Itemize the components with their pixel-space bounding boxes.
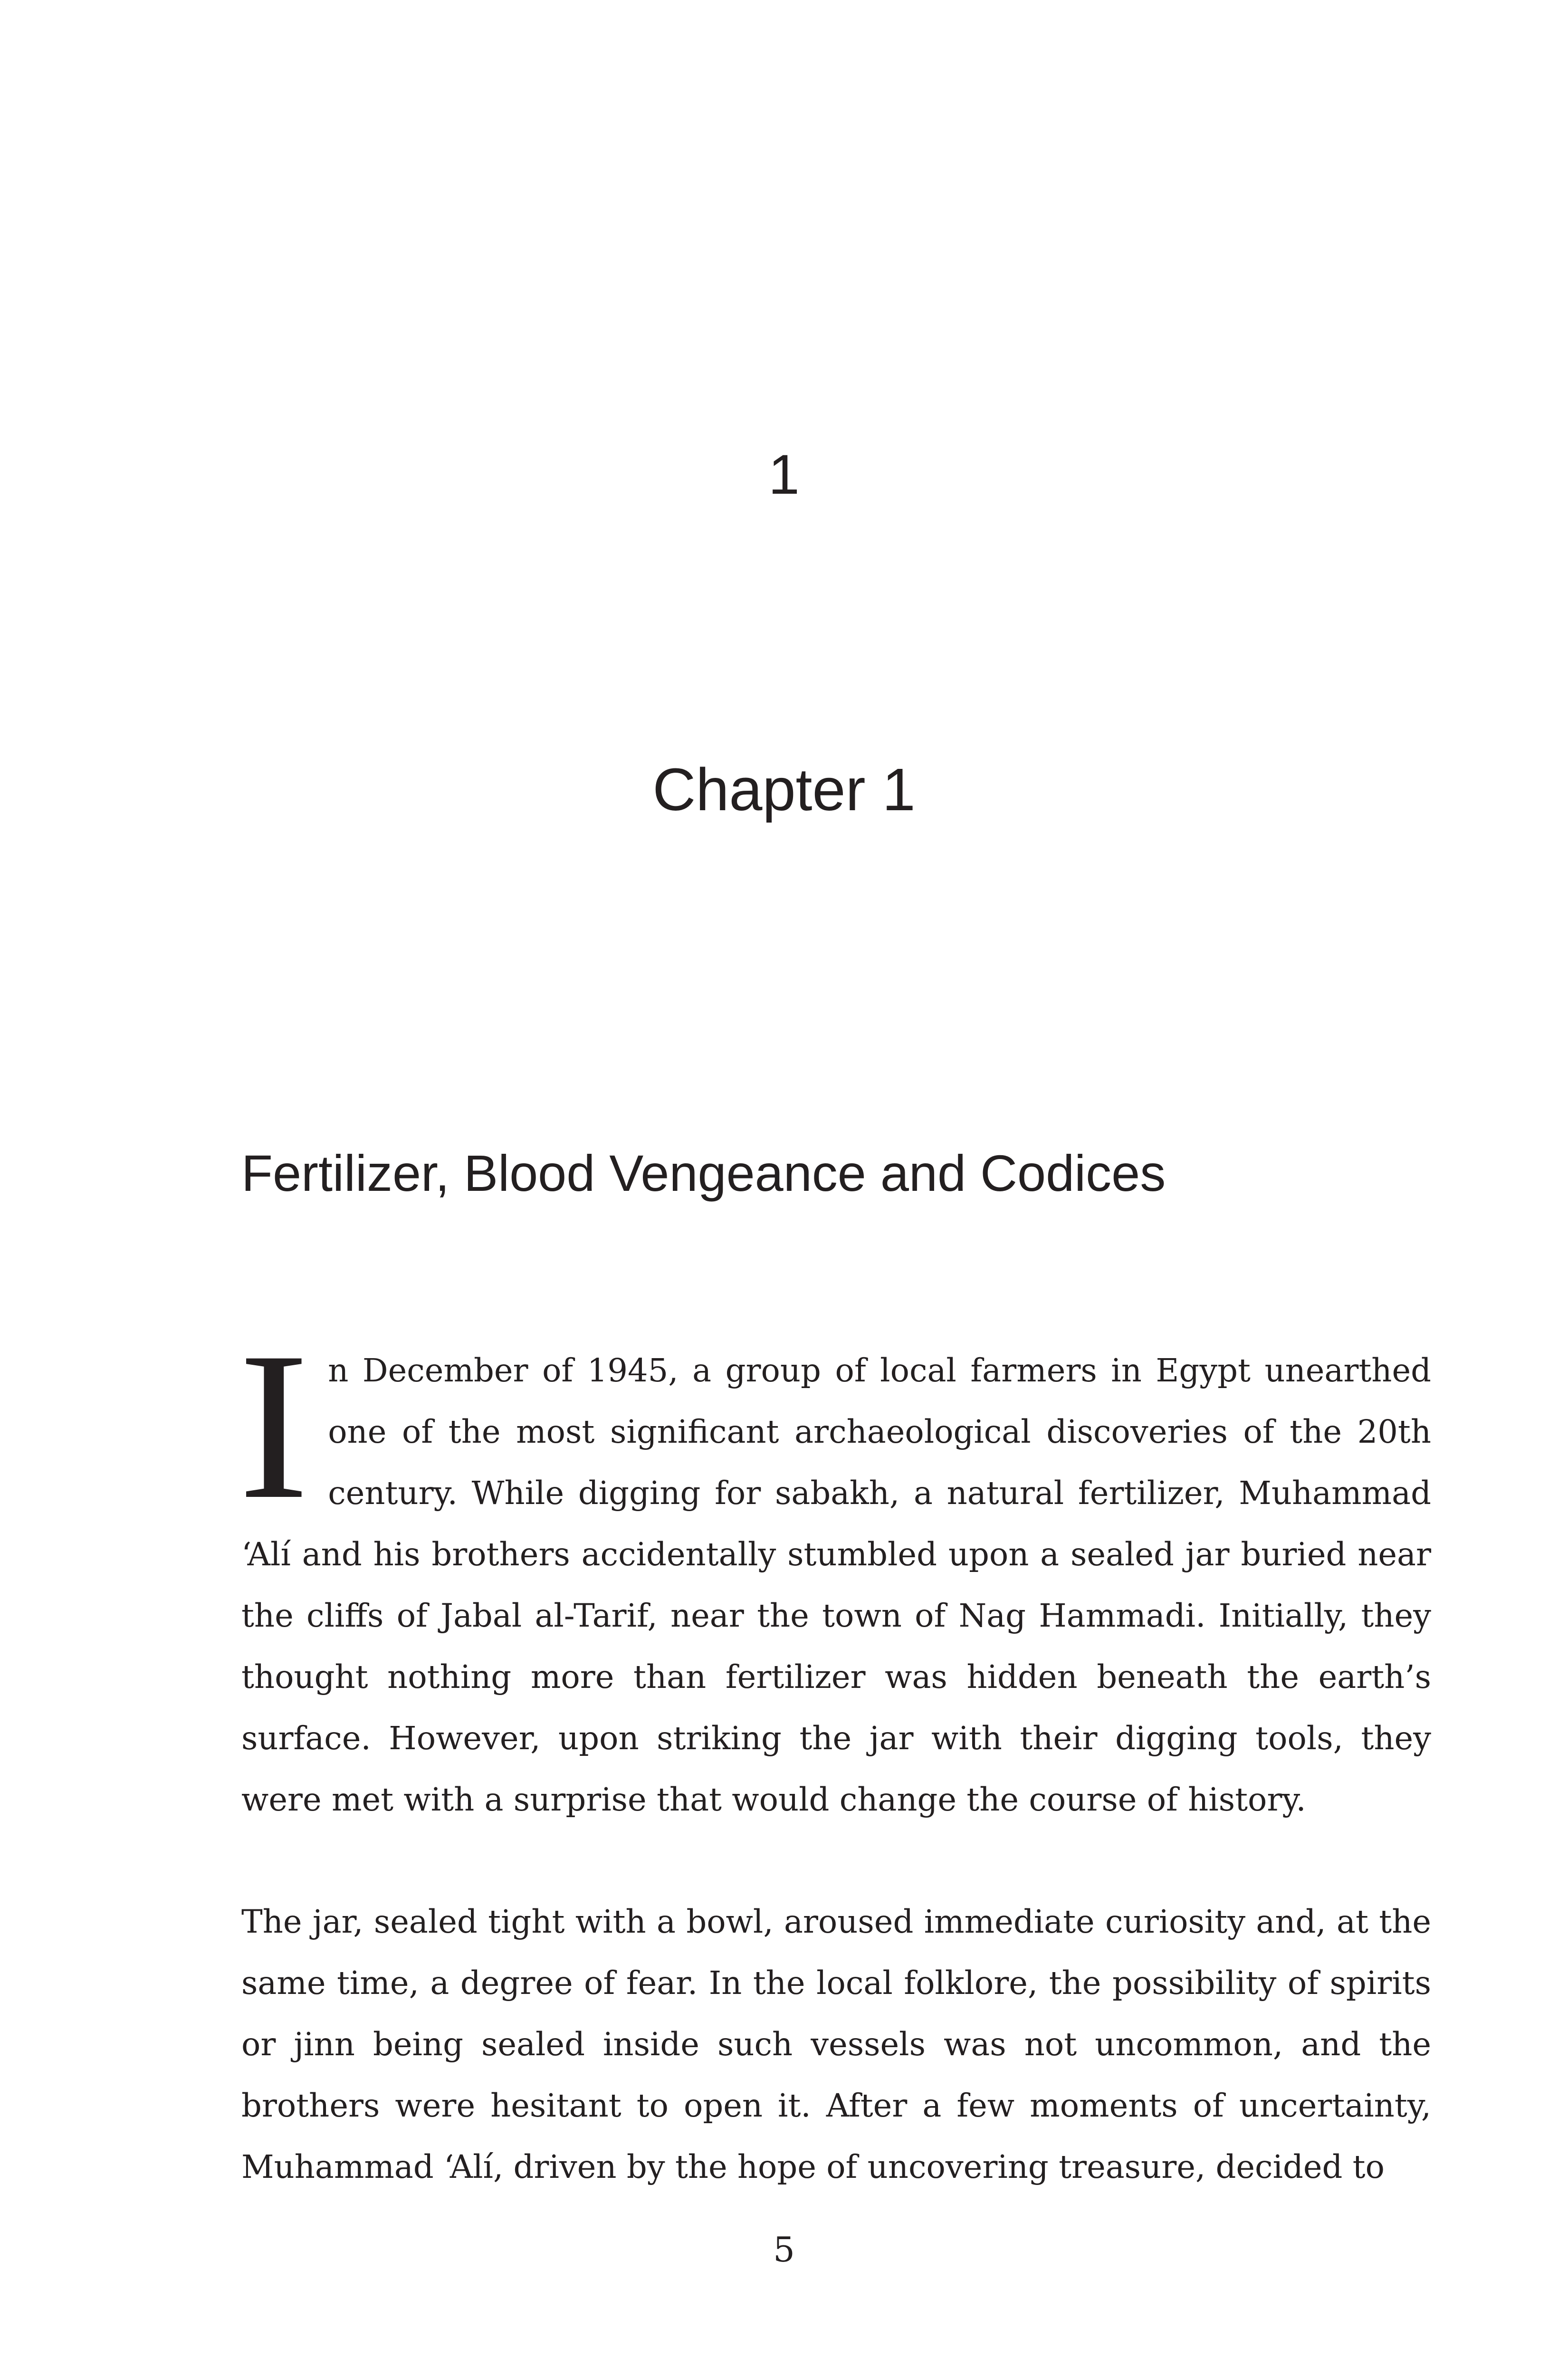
paragraph-2-text: The jar, sealed tight with a bowl, aroused immediate curiosity and, at the same time, a degree of fear. In the local folklore, the possibility of spirits or jinn being sealed inside such vessels was not uncommon, and the brothers were hesitant to open it. After a few moments of uncertainty, Muhammad ‘Alí, driven by the hope of uncovering treasure, decided to	[241, 1903, 1431, 2185]
paragraph-2	[241, 1891, 1431, 2198]
paragraph-1	[239, 1309, 1431, 1830]
page-number: 5	[773, 2230, 795, 2270]
chapter-title: Chapter 1	[652, 756, 916, 824]
drop-cap: I	[239, 1309, 309, 1543]
section-heading: Fertilizer, Blood Vengeance and Codices	[241, 1144, 1166, 1202]
paragraph-1-text: n December of 1945, a group of local farmers in Egypt unearthed one of the most significant archaeological discoveries of the 20th century. While digging for sabakh, a natural fertilizer, Muhammad ‘Alí and his brothers accidentally stumbled upon a sealed jar buried near the cliffs of Jabal al-Tarif, near the town of Nag Hammadi. Initially, they thought nothing more than fertilizer was hidden beneath the earth’s surface. However, upon striking the jar with their digging tools, they were met with a surprise that would change the course of history.	[241, 1352, 1431, 1818]
part-number: 1	[768, 443, 800, 506]
